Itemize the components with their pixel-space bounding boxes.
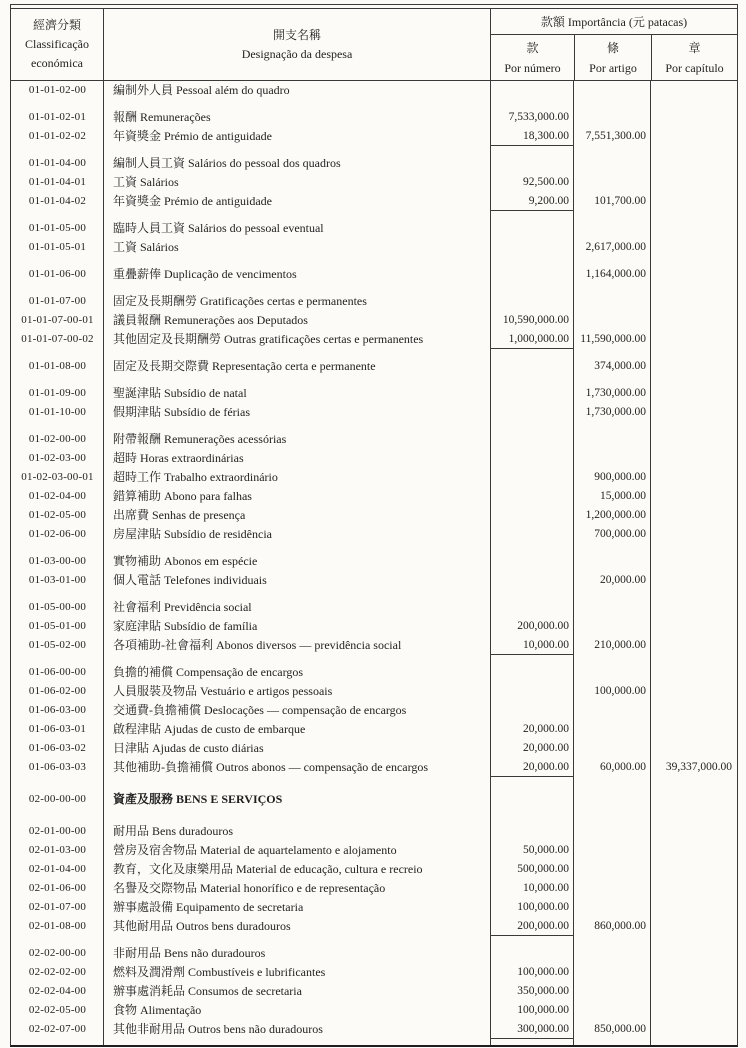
designation-cell: 交通費-負擔補償 Deslocações — compensação de encargos bbox=[113, 703, 407, 717]
header-por-capitulo-zh: 章 bbox=[688, 41, 701, 55]
por-numero-cell bbox=[491, 292, 574, 311]
por-numero-cell: 100,000.00 bbox=[517, 966, 569, 978]
header-por-numero bbox=[491, 35, 574, 80]
por-numero-cell bbox=[491, 219, 574, 238]
column-divider bbox=[490, 81, 491, 1045]
header-por-artigo-pt: Por artigo bbox=[589, 61, 637, 75]
por-numero-cell bbox=[491, 430, 574, 449]
por-capitulo-cell bbox=[651, 598, 737, 617]
por-capitulo-cell bbox=[651, 663, 737, 682]
code-cell: 02-02-00-00 bbox=[28, 947, 87, 959]
code-cell: 02-01-06-00 bbox=[28, 882, 87, 894]
por-artigo-cell bbox=[574, 173, 651, 192]
por-capitulo-cell bbox=[651, 506, 737, 525]
por-artigo-cell bbox=[574, 219, 651, 238]
designation-cell: 報酬 Remunerações bbox=[113, 110, 211, 124]
por-capitulo-cell bbox=[651, 898, 737, 917]
por-artigo-cell bbox=[574, 292, 651, 311]
por-numero-cell: 300,000.00 bbox=[491, 1020, 574, 1039]
header-amount-title: 款額 Importância (元 patacas) bbox=[491, 9, 737, 35]
designation-cell: 各項補助-社會福利 Abonos diversos — previdência social bbox=[113, 638, 402, 652]
por-artigo-cell: 20,000.00 bbox=[600, 574, 646, 586]
por-artigo-cell bbox=[574, 663, 651, 682]
table-row bbox=[11, 219, 737, 238]
code-cell: 01-06-03-03 bbox=[28, 761, 87, 773]
designation-cell: 人員服裝及物品 Vestuário e artigos pessoais bbox=[113, 684, 333, 698]
por-artigo-cell bbox=[574, 598, 651, 617]
por-capitulo-cell bbox=[651, 571, 737, 590]
code-cell: 01-05-00-00 bbox=[28, 601, 87, 613]
code-cell: 01-01-09-00 bbox=[28, 387, 87, 399]
code-cell: 01-01-05-01 bbox=[28, 241, 87, 253]
code-cell: 01-01-05-00 bbox=[28, 222, 87, 234]
header-por-numero-zh: 款 bbox=[526, 41, 539, 55]
por-artigo-cell: 374,000.00 bbox=[594, 360, 646, 372]
designation-cell: 重疊薪俸 Duplicação de vencimentos bbox=[113, 267, 297, 281]
por-artigo-cell: 900,000.00 bbox=[594, 471, 646, 483]
designation-cell: 工資 Salários bbox=[113, 175, 179, 189]
header-classification-pt-2: económica bbox=[31, 56, 83, 70]
table-row bbox=[11, 468, 737, 487]
table-row bbox=[11, 917, 737, 936]
table-row bbox=[11, 192, 737, 211]
por-capitulo-cell bbox=[651, 311, 737, 330]
table-row bbox=[11, 898, 737, 917]
code-cell: 01-01-10-00 bbox=[28, 406, 87, 418]
table-row bbox=[11, 127, 737, 146]
por-artigo-cell: 210,000.00 bbox=[594, 639, 646, 651]
por-capitulo-cell bbox=[651, 822, 737, 841]
por-capitulo-cell bbox=[651, 525, 737, 544]
por-capitulo-cell bbox=[651, 487, 737, 506]
code-cell: 01-03-00-00 bbox=[28, 555, 87, 567]
por-capitulo-cell bbox=[651, 265, 737, 284]
code-cell: 01-05-02-00 bbox=[28, 639, 87, 651]
designation-cell: 固定及長期酬勞 Gratificações certas e permanentes bbox=[113, 294, 367, 308]
table-row bbox=[11, 822, 737, 841]
por-capitulo-cell bbox=[651, 682, 737, 701]
designation-cell: 日津貼 Ajudas de custo diárias bbox=[113, 741, 264, 755]
por-numero-cell bbox=[491, 682, 574, 701]
por-numero-cell: 1,000,000.00 bbox=[491, 330, 574, 349]
designation-cell: 其他固定及長期酬勞 Outras gratificações certas e permanentes bbox=[113, 332, 424, 346]
table-row bbox=[11, 790, 737, 809]
por-artigo-cell bbox=[574, 790, 651, 809]
por-numero-cell bbox=[491, 238, 574, 257]
code-cell: 01-02-04-00 bbox=[28, 490, 87, 502]
por-artigo-cell bbox=[574, 1001, 651, 1020]
code-cell: 01-06-03-02 bbox=[28, 742, 87, 754]
designation-cell: 議員報酬 Remunerações aos Deputados bbox=[113, 313, 308, 327]
designation-cell: 超時工作 Trabalho extraordinário bbox=[113, 470, 278, 484]
header-por-artigo bbox=[574, 35, 651, 80]
code-cell: 01-01-07-00-01 bbox=[21, 314, 94, 326]
header-por-capitulo bbox=[651, 35, 737, 80]
por-numero-cell bbox=[491, 944, 574, 963]
code-cell: 02-02-05-00 bbox=[28, 1004, 87, 1016]
por-artigo-cell: 700,000.00 bbox=[594, 528, 646, 540]
designation-cell: 負擔的補償 Compensação de encargos bbox=[113, 665, 304, 679]
designation-cell: 個人電話 Telefones individuais bbox=[113, 573, 267, 587]
por-capitulo-cell bbox=[651, 860, 737, 879]
table-row bbox=[11, 663, 737, 682]
por-numero-cell bbox=[491, 506, 574, 525]
column-divider bbox=[103, 81, 104, 1045]
designation-cell: 實物補助 Abonos em espécie bbox=[113, 554, 258, 568]
code-cell: 02-00-00-00 bbox=[28, 793, 87, 805]
por-numero-cell: 7,533,000.00 bbox=[508, 111, 569, 123]
designation-cell: 辦事處設備 Equipamento de secretaria bbox=[113, 900, 304, 914]
code-cell: 01-06-02-00 bbox=[28, 685, 87, 697]
table-row bbox=[11, 636, 737, 655]
code-cell: 01-01-07-00 bbox=[28, 295, 87, 307]
por-numero-cell: 9,200.00 bbox=[491, 192, 574, 211]
designation-cell: 其他非耐用品 Outros bens não duradouros bbox=[113, 1022, 323, 1036]
table-row bbox=[11, 330, 737, 349]
por-numero-cell bbox=[491, 81, 574, 100]
por-capitulo-cell bbox=[651, 127, 737, 146]
por-numero-cell: 10,000.00 bbox=[523, 882, 569, 894]
designation-cell: 其他耐用品 Outros bens duradouros bbox=[113, 919, 291, 933]
por-numero-cell bbox=[491, 790, 574, 809]
por-artigo-cell: 15,000.00 bbox=[600, 490, 646, 502]
por-capitulo-cell bbox=[651, 841, 737, 860]
code-cell: 01-01-07-00-02 bbox=[21, 333, 94, 345]
por-capitulo-cell bbox=[651, 1001, 737, 1020]
por-capitulo-cell bbox=[651, 238, 737, 257]
code-cell: 01-01-04-01 bbox=[28, 176, 87, 188]
por-numero-cell: 100,000.00 bbox=[517, 901, 569, 913]
table-row bbox=[11, 430, 737, 449]
header-classification-pt-1: Classificação bbox=[25, 37, 89, 51]
code-cell: 02-01-04-00 bbox=[28, 863, 87, 875]
por-artigo-cell bbox=[574, 822, 651, 841]
table-row bbox=[11, 617, 737, 636]
code-cell: 02-01-00-00 bbox=[28, 825, 87, 837]
por-artigo-cell bbox=[574, 944, 651, 963]
por-numero-cell bbox=[491, 525, 574, 544]
designation-cell: 編制人員工資 Salários do pessoal dos quadros bbox=[113, 156, 341, 170]
designation-cell: 家庭津貼 Subsídio de família bbox=[113, 619, 258, 633]
por-artigo-cell bbox=[574, 449, 651, 468]
designation-cell: 固定及長期交際費 Representação certa e permanente bbox=[113, 359, 376, 373]
table-row bbox=[11, 982, 737, 1001]
code-cell: 02-02-02-00 bbox=[28, 966, 87, 978]
table-row bbox=[11, 173, 737, 192]
por-numero-cell: 10,000.00 bbox=[491, 636, 574, 655]
por-artigo-cell bbox=[574, 108, 651, 127]
por-artigo-cell bbox=[574, 154, 651, 173]
table-row bbox=[11, 403, 737, 422]
code-cell: 01-02-06-00 bbox=[28, 528, 87, 540]
code-cell: 01-02-03-00 bbox=[28, 452, 87, 464]
por-capitulo-cell bbox=[651, 701, 737, 720]
table-row bbox=[11, 525, 737, 544]
por-artigo-cell bbox=[574, 720, 651, 739]
designation-cell: 啟程津貼 Ajudas de custo de embarque bbox=[113, 722, 306, 736]
table-row bbox=[11, 238, 737, 257]
por-artigo-cell bbox=[574, 552, 651, 571]
por-capitulo-cell bbox=[651, 108, 737, 127]
por-artigo-cell bbox=[574, 898, 651, 917]
por-numero-cell: 92,500.00 bbox=[523, 176, 569, 188]
por-numero-cell: 10,590,000.00 bbox=[502, 314, 569, 326]
por-artigo-cell: 101,700.00 bbox=[594, 195, 646, 207]
code-cell: 01-01-04-02 bbox=[28, 195, 87, 207]
header-por-numero-pt: Por número bbox=[504, 61, 561, 75]
designation-cell: 出席費 Senhas de presença bbox=[113, 508, 246, 522]
code-cell: 01-06-03-00 bbox=[28, 704, 87, 716]
por-artigo-cell: 11,590,000.00 bbox=[580, 333, 646, 345]
por-numero-cell: 20,000.00 bbox=[491, 758, 574, 777]
por-capitulo-cell bbox=[651, 81, 737, 100]
designation-cell: 年資獎金 Prémio de antiguidade bbox=[113, 129, 272, 143]
table-row bbox=[11, 963, 737, 982]
por-capitulo-cell bbox=[651, 330, 737, 349]
table-row bbox=[11, 720, 737, 739]
por-numero-cell: 20,000.00 bbox=[523, 723, 569, 735]
designation-cell: 資產及服務 BENS E SERVIÇOS bbox=[113, 792, 283, 806]
por-capitulo-cell bbox=[651, 292, 737, 311]
table-row bbox=[11, 552, 737, 571]
code-cell: 01-01-02-02 bbox=[28, 130, 87, 142]
code-cell: 02-02-07-00 bbox=[28, 1023, 87, 1035]
header-classification-zh: 經濟分類 bbox=[32, 18, 81, 32]
por-artigo-cell: 1,164,000.00 bbox=[585, 268, 646, 280]
column-divider bbox=[650, 81, 651, 1045]
por-numero-cell: 20,000.00 bbox=[523, 742, 569, 754]
por-numero-cell bbox=[491, 265, 574, 284]
table-row bbox=[11, 701, 737, 720]
por-artigo-cell bbox=[574, 879, 651, 898]
column-divider bbox=[573, 81, 574, 1045]
table-row bbox=[11, 265, 737, 284]
por-numero-cell bbox=[491, 571, 574, 590]
por-numero-cell bbox=[491, 598, 574, 617]
designation-cell: 附帶報酬 Remunerações acessórias bbox=[113, 432, 287, 446]
table-row bbox=[11, 739, 737, 758]
por-numero-cell bbox=[491, 468, 574, 487]
por-capitulo-cell bbox=[651, 357, 737, 376]
por-numero-cell: 100,000.00 bbox=[517, 1004, 569, 1016]
por-artigo-cell bbox=[574, 982, 651, 1001]
code-cell: 01-01-08-00 bbox=[28, 360, 87, 372]
table-row bbox=[11, 1001, 737, 1020]
por-capitulo-cell bbox=[651, 879, 737, 898]
por-capitulo-cell bbox=[651, 154, 737, 173]
por-numero-cell bbox=[491, 487, 574, 506]
table-row bbox=[11, 108, 737, 127]
code-cell: 01-03-01-00 bbox=[28, 574, 87, 586]
header-classification bbox=[11, 9, 104, 80]
designation-cell: 燃料及潤滑劑 Combustíveis e lubrificantes bbox=[113, 965, 326, 979]
por-capitulo-cell bbox=[651, 636, 737, 655]
por-numero-cell: 200,000.00 bbox=[517, 620, 569, 632]
designation-cell: 名譽及交際物品 Material honorífico e de representação bbox=[113, 881, 386, 895]
code-cell: 01-06-00-00 bbox=[28, 666, 87, 678]
designation-cell: 年資獎金 Prémio de antiguidade bbox=[113, 194, 272, 208]
code-cell: 01-01-02-00 bbox=[28, 84, 87, 96]
por-capitulo-cell bbox=[651, 617, 737, 636]
code-cell: 01-01-04-00 bbox=[28, 157, 87, 169]
por-artigo-cell bbox=[574, 841, 651, 860]
por-numero-cell: 200,000.00 bbox=[491, 917, 574, 936]
header-designation-pt: Designação da despesa bbox=[241, 47, 353, 61]
code-cell: 01-06-03-01 bbox=[28, 723, 87, 735]
table-row bbox=[11, 384, 737, 403]
designation-cell: 超時 Horas extraordinárias bbox=[113, 451, 244, 465]
designation-cell: 其他補助-負擔補償 Outros abonos — compensação de encargos bbox=[113, 760, 429, 774]
por-numero-cell bbox=[491, 552, 574, 571]
code-cell: 01-01-06-00 bbox=[28, 268, 87, 280]
por-capitulo-cell bbox=[651, 963, 737, 982]
code-cell: 02-01-08-00 bbox=[28, 920, 87, 932]
designation-cell: 工資 Salários bbox=[113, 240, 179, 254]
header-amount-group bbox=[491, 9, 737, 80]
por-artigo-cell bbox=[574, 311, 651, 330]
por-capitulo-cell bbox=[651, 982, 737, 1001]
por-artigo-cell: 1,730,000.00 bbox=[585, 406, 646, 418]
designation-cell: 耐用品 Bens duradouros bbox=[113, 824, 233, 838]
table-row bbox=[11, 944, 737, 963]
por-numero-cell bbox=[491, 822, 574, 841]
header-por-capitulo-pt: Por capítulo bbox=[665, 61, 724, 75]
por-capitulo-cell bbox=[651, 917, 737, 936]
designation-cell: 房屋津貼 Subsídio de residência bbox=[113, 527, 272, 541]
por-capitulo-cell bbox=[651, 720, 737, 739]
por-artigo-cell: 1,200,000.00 bbox=[585, 509, 646, 521]
por-artigo-cell bbox=[574, 81, 651, 100]
table-row bbox=[11, 860, 737, 879]
code-cell: 01-05-01-00 bbox=[28, 620, 87, 632]
designation-cell: 假期津貼 Subsídio de férias bbox=[113, 405, 250, 419]
por-numero-cell bbox=[491, 701, 574, 720]
table-row bbox=[11, 758, 737, 777]
por-artigo-cell: 1,730,000.00 bbox=[585, 387, 646, 399]
table-row bbox=[11, 682, 737, 701]
code-cell: 02-01-03-00 bbox=[28, 844, 87, 856]
por-capitulo-cell bbox=[651, 944, 737, 963]
code-cell: 02-02-04-00 bbox=[28, 985, 87, 997]
por-artigo-cell: 860,000.00 bbox=[594, 920, 646, 932]
por-capitulo-cell bbox=[651, 430, 737, 449]
budget-table bbox=[10, 4, 738, 1047]
por-numero-cell: 500,000.00 bbox=[517, 863, 569, 875]
designation-cell: 教育，文化及康樂用品 Material de educação, cultura e recreio bbox=[113, 862, 423, 876]
por-artigo-cell: 850,000.00 bbox=[594, 1023, 646, 1035]
code-cell: 01-02-00-00 bbox=[28, 433, 87, 445]
table-row bbox=[11, 841, 737, 860]
table-body bbox=[11, 81, 737, 1045]
table-row bbox=[11, 506, 737, 525]
por-artigo-cell bbox=[574, 963, 651, 982]
designation-cell: 食物 Alimentação bbox=[113, 1003, 202, 1017]
code-cell: 01-02-03-00-01 bbox=[21, 471, 94, 483]
por-capitulo-cell bbox=[651, 403, 737, 422]
designation-cell: 非耐用品 Bens não duradouros bbox=[113, 946, 266, 960]
por-numero-cell bbox=[491, 357, 574, 376]
por-capitulo-cell bbox=[651, 384, 737, 403]
por-numero-cell: 18,300.00 bbox=[491, 127, 574, 146]
table-row bbox=[11, 487, 737, 506]
table-row bbox=[11, 571, 737, 590]
designation-cell: 錯算補助 Abono para falhas bbox=[113, 489, 252, 503]
por-artigo-cell: 7,551,300.00 bbox=[585, 130, 646, 142]
por-capitulo-cell bbox=[651, 219, 737, 238]
por-numero-cell bbox=[491, 663, 574, 682]
por-capitulo-cell: 39,337,000.00 bbox=[665, 761, 732, 773]
por-capitulo-cell bbox=[651, 449, 737, 468]
por-artigo-cell bbox=[574, 701, 651, 720]
por-artigo-cell bbox=[574, 617, 651, 636]
por-capitulo-cell bbox=[651, 192, 737, 211]
table-header bbox=[11, 9, 737, 81]
table-row bbox=[11, 292, 737, 311]
designation-cell: 編制外人員 Pessoal além do quadro bbox=[113, 83, 290, 97]
por-capitulo-cell bbox=[651, 739, 737, 758]
table-row bbox=[11, 598, 737, 617]
por-artigo-cell bbox=[574, 860, 651, 879]
por-capitulo-cell bbox=[651, 552, 737, 571]
por-numero-cell: 50,000.00 bbox=[523, 844, 569, 856]
designation-cell: 營房及宿舍物品 Material de aquartelamento e alojamento bbox=[113, 843, 397, 857]
designation-cell: 社會福利 Previdência social bbox=[113, 600, 252, 614]
por-numero-cell: 350,000.00 bbox=[517, 985, 569, 997]
por-artigo-cell: 60,000.00 bbox=[600, 761, 646, 773]
por-numero-cell bbox=[491, 384, 574, 403]
table-row bbox=[11, 154, 737, 173]
header-amount-subcolumns bbox=[491, 35, 737, 80]
por-artigo-cell: 2,617,000.00 bbox=[585, 241, 646, 253]
table-row bbox=[11, 449, 737, 468]
por-numero-cell bbox=[491, 403, 574, 422]
code-cell: 01-01-02-01 bbox=[28, 111, 87, 123]
designation-cell: 辦事處消耗品 Consumos de secretaria bbox=[113, 984, 302, 998]
header-designation bbox=[104, 9, 491, 80]
table-row bbox=[11, 879, 737, 898]
por-artigo-cell bbox=[574, 739, 651, 758]
por-artigo-cell: 100,000.00 bbox=[594, 685, 646, 697]
por-artigo-cell bbox=[574, 430, 651, 449]
por-capitulo-cell bbox=[651, 173, 737, 192]
table-row bbox=[11, 1020, 737, 1039]
header-por-artigo-zh: 條 bbox=[606, 41, 619, 55]
table-row bbox=[11, 81, 737, 100]
por-capitulo-cell bbox=[651, 468, 737, 487]
code-cell: 02-01-07-00 bbox=[28, 901, 87, 913]
table-row bbox=[11, 357, 737, 376]
por-capitulo-cell bbox=[651, 1020, 737, 1039]
header-designation-zh: 開支名稱 bbox=[272, 28, 321, 42]
por-numero-cell bbox=[491, 449, 574, 468]
table-row bbox=[11, 311, 737, 330]
por-numero-cell bbox=[491, 154, 574, 173]
designation-cell: 聖誕津貼 Subsídio de natal bbox=[113, 386, 247, 400]
por-capitulo-cell bbox=[651, 790, 737, 809]
designation-cell: 臨時人員工資 Salários do pessoal eventual bbox=[113, 221, 324, 235]
code-cell: 01-02-05-00 bbox=[28, 509, 87, 521]
